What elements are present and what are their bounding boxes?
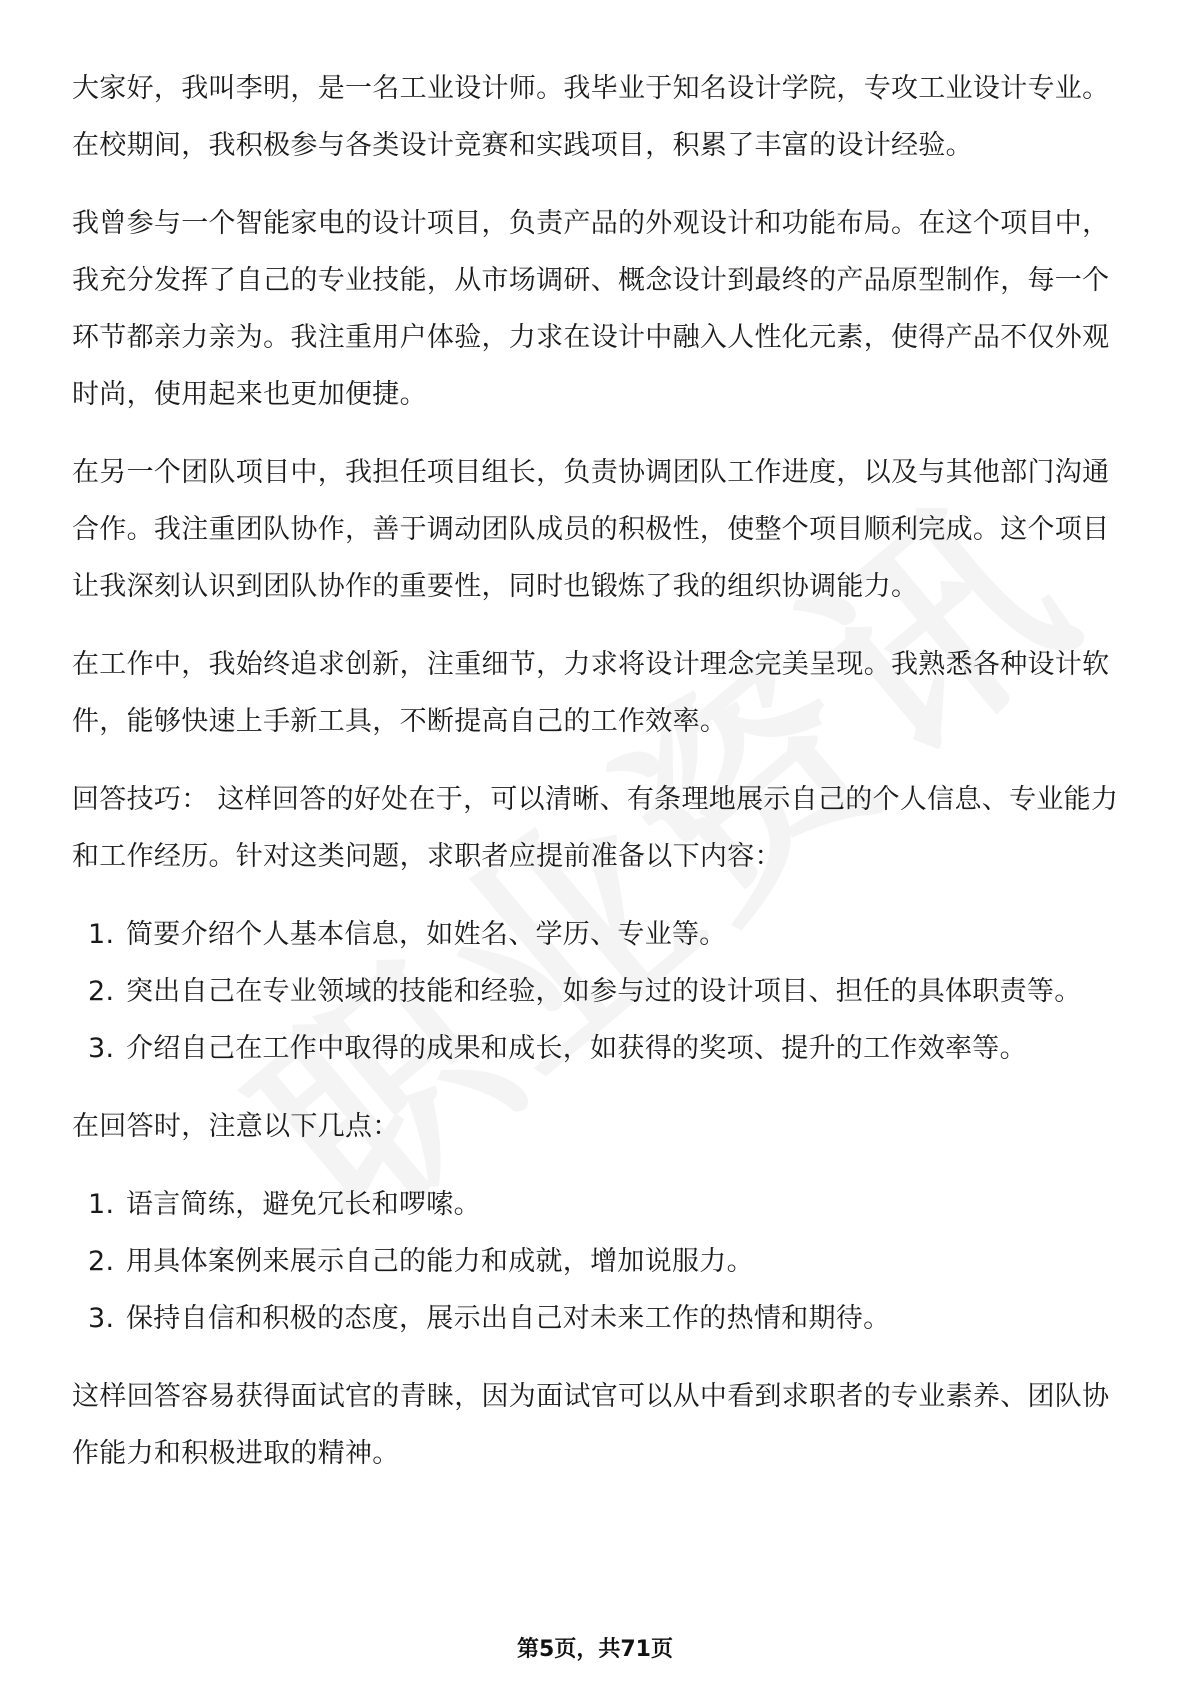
- list-text: 保持自信和积极的态度，展示出自己对未来工作的热情和期待。: [126, 1303, 891, 1334]
- paragraph-closing: 这样回答容易获得面试官的青睐，因为面试官可以从中看到求职者的专业素养、团队协作能力和积极进取的精神。: [72, 1381, 1110, 1469]
- paragraph-work: 在工作中，我始终追求创新，注重细节，力求将设计理念完美呈现。我熟悉各种设计软件，能够快速上手新工具，不断提高自己的工作效率。: [72, 649, 1110, 737]
- list-item: [72, 1176, 1122, 1233]
- list-number: 3.: [88, 1303, 115, 1334]
- list-number: 2.: [88, 1246, 115, 1277]
- paragraph-team: 在另一个团队项目中，我担任项目组长，负责协调团队工作进度，以及与其他部门沟通合作。我注重团队协作，善于调动团队成员的积极性，使整个项目顺利完成。这个项目让我深刻认识到团队协作的重要性，同时也锻炼了我的组织协调能力。: [72, 457, 1110, 602]
- list-number: 3.: [88, 1033, 115, 1064]
- list-number: 1.: [88, 1189, 115, 1220]
- list-item: [72, 906, 1122, 963]
- paragraph-tips: 回答技巧： 这样回答的好处在于，可以清晰、有条理地展示自己的个人信息、专业能力和工作经历。针对这类问题，求职者应提前准备以下内容：: [72, 784, 1119, 872]
- list-number: 1.: [88, 919, 115, 950]
- list-item: [72, 1020, 1122, 1077]
- page-number: 第5页，共71页: [517, 1637, 673, 1662]
- notes-list: [72, 1176, 1122, 1347]
- list-item: [72, 963, 1122, 1020]
- list-text: 简要介绍个人基本信息，如姓名、学历、专业等。: [126, 919, 727, 950]
- paragraph-project: 我曾参与一个智能家电的设计项目，负责产品的外观设计和功能布局。在这个项目中，我充分发挥了自己的专业技能，从市场调研、概念设计到最终的产品原型制作，每一个环节都亲力亲为。我注重用户体验，力求在设计中融入人性化元素，使得产品不仅外观时尚，使用起来也更加便捷。: [72, 208, 1110, 410]
- list-item: [72, 1290, 1122, 1347]
- list-text: 介绍自己在工作中取得的成果和成长，如获得的奖项、提升的工作效率等。: [126, 1033, 1027, 1064]
- list-text: 语言简练，避免冗长和啰嗦。: [126, 1189, 481, 1220]
- paragraph-notes-intro: 在回答时，注意以下几点：: [72, 1111, 400, 1142]
- list-text: 突出自己在专业领域的技能和经验，如参与过的设计项目、担任的具体职责等。: [126, 976, 1082, 1007]
- list-item: [72, 1233, 1122, 1290]
- list-number: 2.: [88, 976, 115, 1007]
- paragraph-intro: 大家好，我叫李明，是一名工业设计师。我毕业于知名设计学院，专攻工业设计专业。在校期间，我积极参与各类设计竞赛和实践项目，积累了丰富的设计经验。: [72, 73, 1110, 161]
- list-text: 用具体案例来展示自己的能力和成就，增加说服力。: [126, 1246, 754, 1277]
- prep-list: [72, 906, 1122, 1077]
- document-body: [72, 60, 1122, 1503]
